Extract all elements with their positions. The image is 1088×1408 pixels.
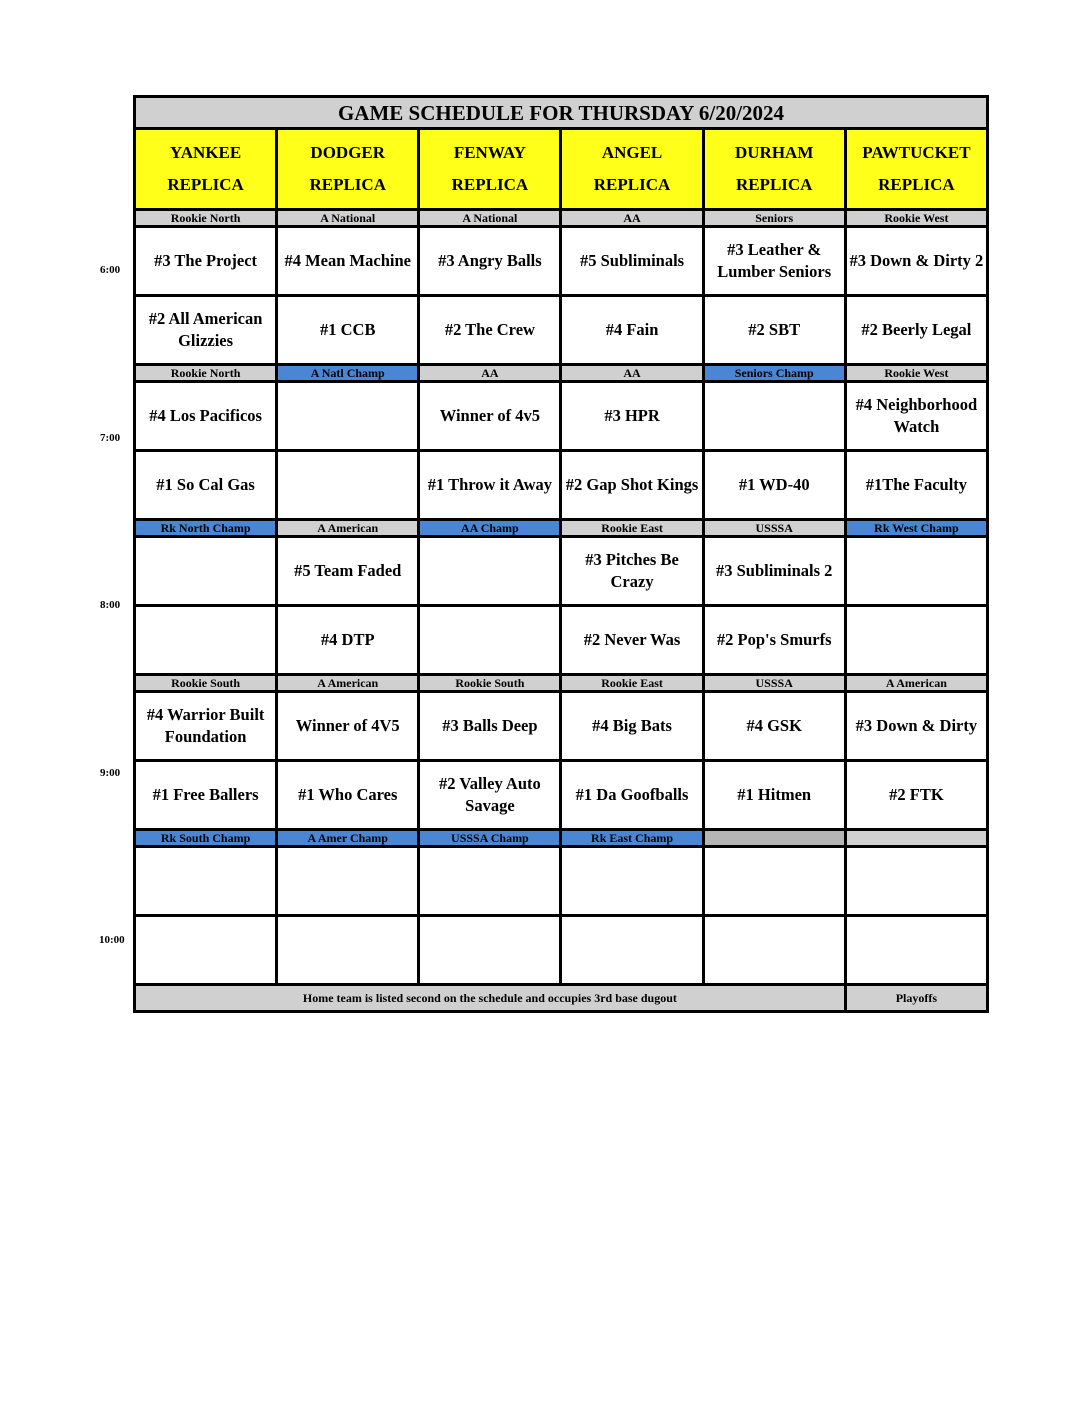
division-label: Rookie South (135, 675, 277, 692)
away-team-cell (135, 847, 277, 916)
division-label: A American (845, 675, 987, 692)
away-team-cell: #4 Neighborhood Watch (845, 382, 987, 451)
home-team-cell (277, 916, 419, 985)
venue-header: PAWTUCKET REPLICA (845, 129, 987, 210)
division-row (135, 675, 988, 692)
away-team-cell (135, 537, 277, 606)
division-label: A American (277, 520, 419, 537)
away-team-cell: #3 Down & Dirty (845, 692, 987, 761)
division-label: Seniors Champ (703, 365, 845, 382)
division-label: AA (419, 365, 561, 382)
home-team-cell: #4 DTP (277, 606, 419, 675)
home-team-cell: #1 Who Cares (277, 761, 419, 830)
division-label: USSSA Champ (419, 830, 561, 847)
home-team-cell (703, 916, 845, 985)
footer-note: Home team is listed second on the schedule and occupies 3rd base dugout (135, 985, 846, 1012)
division-label: USSSA (703, 520, 845, 537)
division-row (135, 520, 988, 537)
division-row (135, 830, 988, 847)
home-team-cell: #1 Hitmen (703, 761, 845, 830)
home-team-cell: #4 Fain (561, 296, 703, 365)
division-label: Seniors (703, 210, 845, 227)
division-label: A American (277, 675, 419, 692)
home-team-row (135, 916, 988, 985)
time-label: 7:00 (100, 432, 121, 444)
home-team-cell: #1 CCB (277, 296, 419, 365)
venue-row (135, 129, 988, 210)
footer-row (135, 985, 988, 1012)
away-team-cell (845, 537, 987, 606)
division-label: Rk West Champ (845, 520, 987, 537)
away-team-cell: #4 Warrior Built Foundation (135, 692, 277, 761)
time-label: 10:00 (99, 934, 125, 946)
division-label (703, 830, 845, 847)
away-team-cell: Winner of 4V5 (277, 692, 419, 761)
division-label: Rookie South (419, 675, 561, 692)
division-row (135, 365, 988, 382)
away-team-cell: #3 Balls Deep (419, 692, 561, 761)
division-label: A Natl Champ (277, 365, 419, 382)
time-label: 9:00 (100, 767, 121, 779)
away-team-cell: #4 Mean Machine (277, 227, 419, 296)
division-label: Rookie West (845, 210, 987, 227)
schedule-sheet (133, 95, 989, 1013)
away-team-cell: #3 Subliminals 2 (703, 537, 845, 606)
home-team-cell (135, 606, 277, 675)
home-team-cell: #1 Da Goofballs (561, 761, 703, 830)
division-label: Rk South Champ (135, 830, 277, 847)
home-team-cell: #2 The Crew (419, 296, 561, 365)
home-team-cell: #2 Gap Shot Kings (561, 451, 703, 520)
division-label: AA (561, 210, 703, 227)
away-team-cell (419, 847, 561, 916)
away-team-cell (277, 382, 419, 451)
division-label: Rookie North (135, 365, 277, 382)
home-team-cell (561, 916, 703, 985)
home-team-cell: #1 WD-40 (703, 451, 845, 520)
home-team-cell: #2 FTK (845, 761, 987, 830)
venue-header: YANKEE REPLICA (135, 129, 277, 210)
venue-header: ANGEL REPLICA (561, 129, 703, 210)
away-team-cell: #4 Big Bats (561, 692, 703, 761)
away-team-cell: #3 Down & Dirty 2 (845, 227, 987, 296)
away-team-row (135, 847, 988, 916)
division-label: AA Champ (419, 520, 561, 537)
home-team-row (135, 761, 988, 830)
venue-header: FENWAY REPLICA (419, 129, 561, 210)
division-row (135, 210, 988, 227)
home-team-cell: #1The Faculty (845, 451, 987, 520)
division-label: USSSA (703, 675, 845, 692)
schedule-grid (133, 127, 989, 1013)
away-team-cell: #4 Los Pacificos (135, 382, 277, 451)
away-team-cell: Winner of 4v5 (419, 382, 561, 451)
home-team-cell: #2 Valley Auto Savage (419, 761, 561, 830)
home-team-cell: #1 Free Ballers (135, 761, 277, 830)
home-team-row (135, 606, 988, 675)
home-team-row (135, 296, 988, 365)
division-label: A Amer Champ (277, 830, 419, 847)
away-team-cell (277, 847, 419, 916)
time-slots (135, 210, 988, 985)
division-label (845, 830, 987, 847)
division-label: A National (419, 210, 561, 227)
away-team-cell (419, 537, 561, 606)
home-team-cell (135, 916, 277, 985)
schedule-title: GAME SCHEDULE FOR THURSDAY 6/20/2024 (133, 95, 989, 127)
away-team-row (135, 692, 988, 761)
away-team-cell: #3 Pitches Be Crazy (561, 537, 703, 606)
away-team-cell: #5 Subliminals (561, 227, 703, 296)
home-team-cell (845, 916, 987, 985)
division-label: Rookie East (561, 520, 703, 537)
home-team-cell (277, 451, 419, 520)
home-team-cell: #2 SBT (703, 296, 845, 365)
away-team-cell: #3 Leather & Lumber Seniors (703, 227, 845, 296)
venue-header: DURHAM REPLICA (703, 129, 845, 210)
home-team-cell (419, 606, 561, 675)
away-team-cell: #5 Team Faded (277, 537, 419, 606)
division-label: Rookie East (561, 675, 703, 692)
division-label: AA (561, 365, 703, 382)
venue-header: DODGER REPLICA (277, 129, 419, 210)
away-team-cell (845, 847, 987, 916)
away-team-cell (703, 382, 845, 451)
home-team-row (135, 451, 988, 520)
home-team-cell: #2 Never Was (561, 606, 703, 675)
home-team-cell (845, 606, 987, 675)
away-team-cell (561, 847, 703, 916)
away-team-cell: #3 The Project (135, 227, 277, 296)
division-label: Rookie West (845, 365, 987, 382)
home-team-cell: #2 Beerly Legal (845, 296, 987, 365)
away-team-cell: #4 GSK (703, 692, 845, 761)
division-label: A National (277, 210, 419, 227)
away-team-row (135, 382, 988, 451)
division-label: Rk North Champ (135, 520, 277, 537)
division-label: Rk East Champ (561, 830, 703, 847)
home-team-cell: #1 So Cal Gas (135, 451, 277, 520)
home-team-cell: #1 Throw it Away (419, 451, 561, 520)
home-team-cell: #2 All American Glizzies (135, 296, 277, 365)
division-label: Rookie North (135, 210, 277, 227)
away-team-cell (703, 847, 845, 916)
away-team-row (135, 227, 988, 296)
away-team-row (135, 537, 988, 606)
home-team-cell: #2 Pop's Smurfs (703, 606, 845, 675)
time-label: 6:00 (100, 264, 121, 276)
away-team-cell: #3 Angry Balls (419, 227, 561, 296)
away-team-cell: #3 HPR (561, 382, 703, 451)
home-team-cell (419, 916, 561, 985)
time-label: 8:00 (100, 599, 121, 611)
playoffs-label: Playoffs (845, 985, 987, 1012)
